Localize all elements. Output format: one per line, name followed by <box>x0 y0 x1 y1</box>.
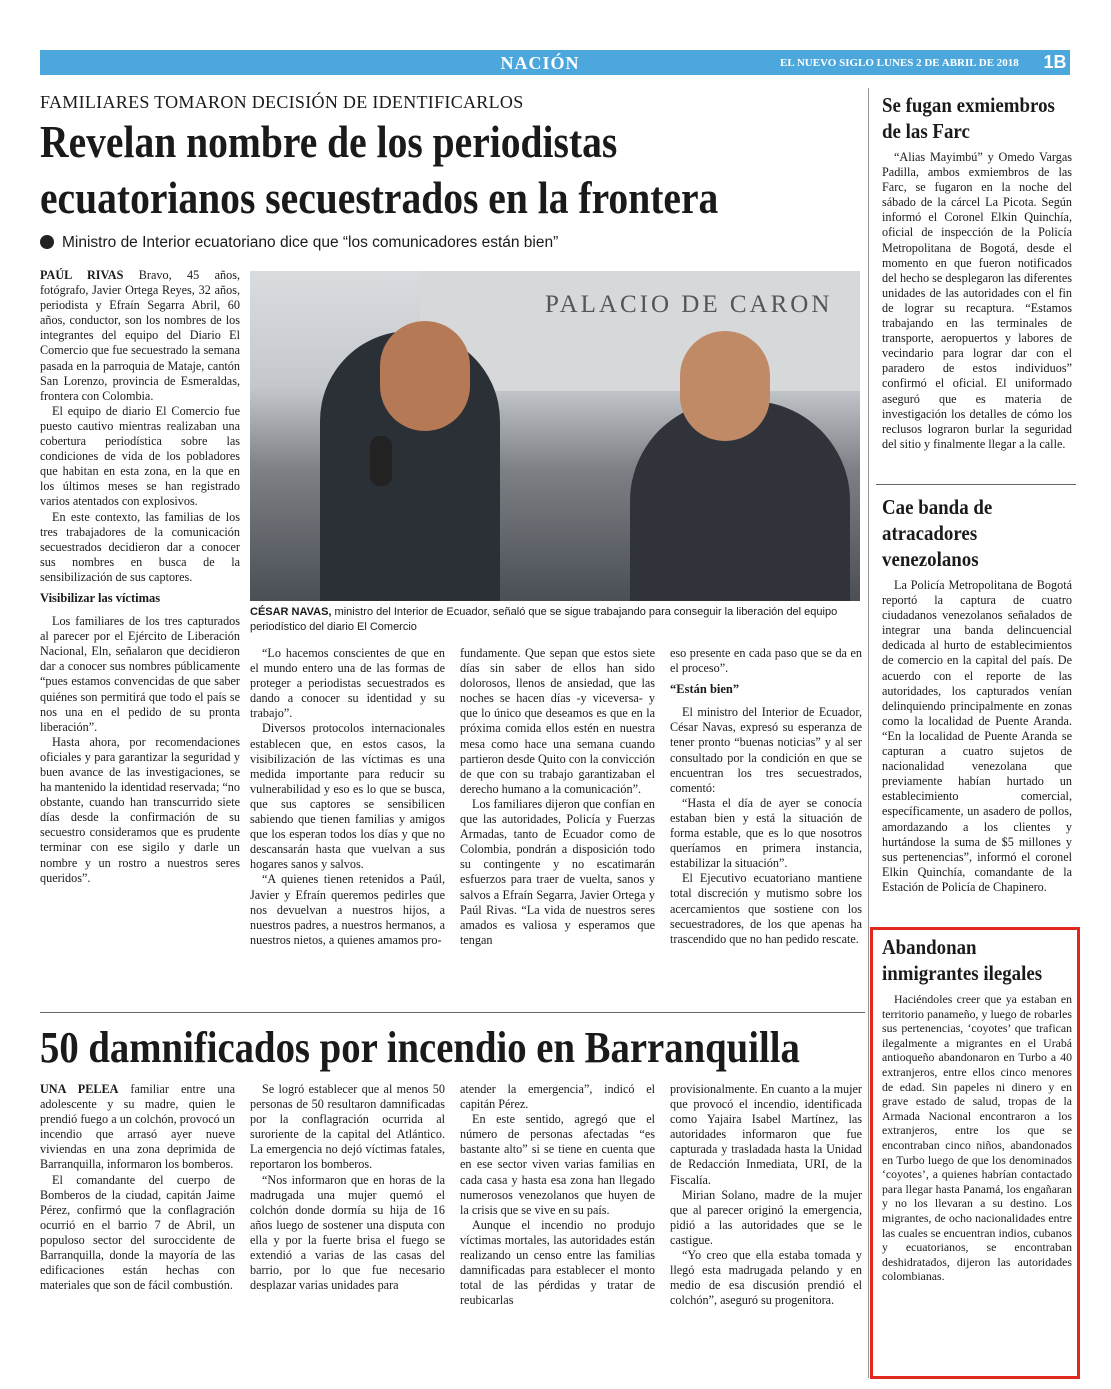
second-headline: 50 damnificados por incendio en Barranquilla <box>40 1023 800 1072</box>
sidebar-headline-3: Abandonan inmigrantes ilegales <box>882 935 1043 985</box>
paragraph: “Lo hacemos conscientes de que en el mundo entero una de las formas de proteger a periodistas secuestrados es dando a conocer su identidad y su trabajo”. <box>250 646 445 721</box>
paragraph: El comandante del cuerpo de Bomberos de la ciudad, capitán Jaime Pérez, confirmó que la conflagración ocurrió en el barrio 7 de Abril, un populoso sector del suroccidente de Barranquilla, donde la mayoría de las edificaciones están hechas con materiales que son de fácil combustión. <box>40 1172 235 1293</box>
main-subhead <box>40 234 860 252</box>
paragraph: El Ejecutivo ecuatoriano mantiene total discreción y mutismo sobre los acercamientos que sostiene con los secuestradores, de los que apenas ha trascendido que no han pedido rescate. <box>670 871 862 946</box>
paragraph: Diversos protocolos internacionales establecen que, en estos casos, la visibilización de las víctimas es una medida importante para reducir su vulnerabilidad y eso es lo que se busca, que sus captores se sensibilicen sabiendo que tienen familias y amigos que los esperan todos los días y que no descansarán hasta que vuelvan a sus hogares sanos y salvos. <box>250 721 445 872</box>
paragraph: “Nos informaron que en horas de la madrugada una mujer quemó el colchón donde dormía su hija de 16 años luego de sostener una disputa con ella y por la fuerte brisa el fuego se extendió a varias de las casas del barrio, por lo que fue necesario desplazar varias unidades para <box>250 1172 445 1293</box>
second-column-1 <box>40 1082 235 1293</box>
paragraph: Los familiares de los tres capturados al parecer por el Ejército de Liberación Nacional, Eln, señalaron que decidieron dar a conocer sus nombres públicamente “pues estamos convencidas de que saber quiénes son permitirá que todo el país se nos una en el pedido de su pronta liberación”. <box>40 614 240 734</box>
paragraph: eso presente en cada paso que se da en el proceso”. <box>670 646 862 676</box>
photo-sign: PALACIO DE CARON <box>545 291 833 318</box>
main-column-4 <box>670 646 862 947</box>
paragraph: Hasta ahora, por recomendaciones oficiales y para garantizar la seguridad y buen avance de las investigaciones, se ha mantenido la identidad reservada; “no obstante, cuando han transcurrido siete días desde la confirmación de su secuestro consideramos que es prudente terminar con ese sigilo y darle un nombre y un rostro a nuestros seres queridos”. <box>40 734 240 885</box>
story-divider <box>40 1012 865 1013</box>
caption-name: CÉSAR NAVAS, <box>250 606 332 618</box>
column-subhead: Visibilizar las víctimas <box>40 590 161 605</box>
paragraph: En este sentido, agregó que el número de personas afectadas “es bastante alto” si se tiene en cuenta que en ese sector viven varias familias en cada casa y hasta esa zona han llegado numerosos venezolanos que huyen de la crisis que se vive en su país. <box>460 1112 655 1217</box>
sidebar-headline-2: Cae banda de atracadores venezolanos <box>882 495 993 571</box>
photo-face-right <box>680 331 770 441</box>
paragraph: “Yo creo que ella estaba tomada y llegó esta madrugada pelando y en medio de esa discusión prendió el colchón”, aseguró su progenitora. <box>670 1248 862 1308</box>
sidebar-story-1 <box>882 150 1072 452</box>
paragraph: El ministro del Interior de Ecuador, César Navas, expresó su esperanza de tener pronto “buenas noticias” y al ser consultado por la condición en que se encuentran los tres secuestrados, comentó: <box>670 705 862 795</box>
main-subhead-text: Ministro de Interior ecuatoriano dice que “los comunicadores están bien” <box>62 234 559 251</box>
page-number: 1B <box>1043 52 1067 72</box>
sidebar-story-3 <box>882 992 1072 1284</box>
main-headline <box>40 114 754 226</box>
paragraph: Se logró establecer que al menos 50 personas de 50 resultaron damnificadas por la conflagración ocurrida al suroriente de la capital del Atlántico. La emergencia no dejó víctimas fatales, reportaron los bomberos. <box>250 1082 445 1172</box>
main-headline-line1: Revelan nombre de los periodistas <box>40 116 618 167</box>
byline-lead: UNA PELEA <box>40 1082 119 1096</box>
photo-face-left <box>380 321 470 431</box>
paragraph: “Alias Mayimbú” y Omedo Vargas Padilla, ambos exmiembros de las Farc, se fugaron en la noche del sábado de la cárcel La Picota. Según informó el Coronel Elkin Quinchía, oficial de inspección de la Policía Metropolitana de Bogotá, desde el momento en que fueron notificados del hecho se desplegaron las diferentes unidades de las autoridades con el fin de lograr su recaptura. “Estamos trabajando en las terminales de transporte, aeropuertos y labores de vecindario para lograr dar con el paradero de estos individuos” confirmó el oficial. El uniformado aseguró que es materia de investigación los detalles de cómo los reclusos lograron burlar la seguridad del sitio y finalmente llegar a la calle. <box>882 150 1072 451</box>
paragraph: “A quienes tienen retenidos a Paúl, Javier y Efraín queremos pedirles que nos devuelvan a nuestros hijos, a nuestros padres, a nuestros hermanos, a nuestros nietos, a quienes amamos pro- <box>250 872 445 947</box>
paragraph: UNA PELEA familiar entre una adolescente y su madre, quien le prendió fuego a un colchón, provocó un incendio que arrasó ayer nueve viviendas en una zona deprimida de Barranquilla, informaron los bomberos. <box>40 1082 235 1172</box>
sidebar-headline-1: Se fugan exmiembros de las Farc <box>882 93 1055 143</box>
paragraph: Mirian Solano, madre de la mujer que al parecer originó la emergencia, pidió a las autoridades que se le castigue. <box>670 1187 862 1247</box>
main-column-3 <box>460 646 655 948</box>
byline-lead: PAÚL RIVAS <box>40 268 124 282</box>
paragraph: Los familiares dijeron que confían en que las autoridades, Policía y Fuerzas Armadas, tanto de Ecuador como de Colombia, pondrán a disposición todo su contingente y no escatimarán esfuerzos para traer de vuelta, sanos y salvos a Efraín Segarra, Javier Ortega y Paúl Rivas. “La vida de nuestros seres amados es valiosa y esperamos que tengan <box>460 796 655 947</box>
photo-caption: CÉSAR NAVAS, ministro del Interior de Ecuador, señaló que se sigue trabajando para conseguir la liberación del equipo periodístico del diario El Comercio <box>250 606 838 633</box>
paragraph: “Hasta el día de ayer se conocía estaban bien y está la situación de forma estable, que es lo que nosotros queríamos en primera instancia, estabilizar la situación”. <box>670 795 862 871</box>
paragraph: atender la emergencia”, indicó el capitán Pérez. <box>460 1082 655 1112</box>
main-kicker: FAMILIARES TOMARON DECISIÓN DE IDENTIFICARLOS <box>40 92 524 112</box>
second-column-3 <box>460 1082 655 1308</box>
bullet-icon <box>40 235 54 249</box>
main-column-1 <box>40 268 240 886</box>
main-column-2 <box>250 646 445 948</box>
paragraph: En este contexto, las familias de los tres trabajadores de la comunicación secuestrados decidieron dar a conocer sus nombres en busca de la sensibilización de sus captores. <box>40 509 240 584</box>
news-photo <box>250 271 860 601</box>
paragraph: provisionalmente. En cuanto a la mujer que provocó el incendio, identificada como Yajaira Isabel Martínez, las autoridades informaron que fue capturada y trasladada hasta la Unidad de Redacción Inmediata, URI, de la Fiscalía. <box>670 1082 862 1187</box>
sidebar-story-2 <box>882 578 1072 895</box>
section-name: NACIÓN <box>500 53 580 73</box>
dateline: EL NUEVO SIGLO LUNES 2 DE ABRIL DE 2018 <box>780 57 1019 69</box>
microphone-icon <box>370 436 392 486</box>
second-column-4 <box>670 1082 862 1308</box>
paragraph: PAÚL RIVAS Bravo, 45 años, fotógrafo, Javier Ortega Reyes, 32 años, periodista y Efraín Segarra Abril, 60 años, conductor, son los nombres de los integrantes del equipo del Diario El Comercio que fue secuestrado la semana pasada en la parroquia de Mataje, cantón San Lorenzo, provincia de Esmeraldas, frontera con Colombia. <box>40 268 241 403</box>
paragraph: Aunque el incendio no produjo víctimas mortales, las autoridades están realizando un censo entre las familias damnificadas para establecer el monto total de las pérdidas y tratar de reubicarlas <box>460 1217 655 1308</box>
main-headline-line2: ecuatorianos secuestrados en la frontera <box>40 172 719 223</box>
paragraph: El equipo de diario El Comercio fue puesto cautivo mientras realizaban una cobertura periodística sobre las condiciones de vida de los pobladores que habitan en esta zona, en la que en los últimos meses se han registrado varios atentados con explosivos. <box>40 403 240 509</box>
paragraph: fundamente. Que sepan que estos siete días sin saber de ellos han sido dolorosos, llenos de ansiedad, que las noches se hacen días -y viceversa- y que lo único que deseamos es que en la próxima comida ellos estén en nuestra mesa como hace una semana cuando partieron desde Quito con la convicción de que con su trabajo garantizaban el derecho humano a la comunicación”. <box>460 646 655 796</box>
paragraph: La Policía Metropolitana de Bogotá reportó la captura de cuatro ciudadanos venezolanos señalados de integrar una banda delincuencial dedicada al hurto de establecimientos de comercio en la capital del país. De acuerdo con el reporte de las autoridades, los capturados venían delinquiendo principalmente en zonas como la localidad de Puente Aranda. “En la localidad de Puente Aranda se capturan a cuatro sujetos de nacionalidad venezolana que previamente habían hurtado un establecimiento comercial, específicamente, un asadero de pollos, amordazando a los clientes y hurtándose la suma de $5 millones y sus pertenencias”, informó el coronel Elkin Quinchía, comandante de la Estación de Policía de Chapinero. <box>882 578 1072 894</box>
second-column-2 <box>250 1082 445 1293</box>
sidebar-divider <box>876 484 1076 485</box>
sidebar-rule <box>868 88 869 1378</box>
column-subhead: “Están bien” <box>670 682 740 697</box>
paragraph: Haciéndoles creer que ya estaban en territorio panameño, y luego de robarles sus pertenencias, ‘coyotes’ que trafican ilegalmente a migrantes en el Urabá antioqueño abandonaron en Turbo a 40 extranjeros, entre ellos cinco menores de edad. Sin papeles ni dinero y en grave estado de salud, tropas de la Armada Nacional encontraron a los extranjeros, entre los que se encontraban cinco niños, abandonados en Turbo luego de que los denominados ‘coyotes’, a quienes habrían contactado para llegar hasta Panamá, los engañaran y no los llevaran a su destino. Los migrantes, de ocho nacionalidades entre las cuales se encuentran indios, cubanos y ecuatorianos, se encontraban deshidratados, dijeron las autoridades colombianas. <box>882 992 1072 1284</box>
